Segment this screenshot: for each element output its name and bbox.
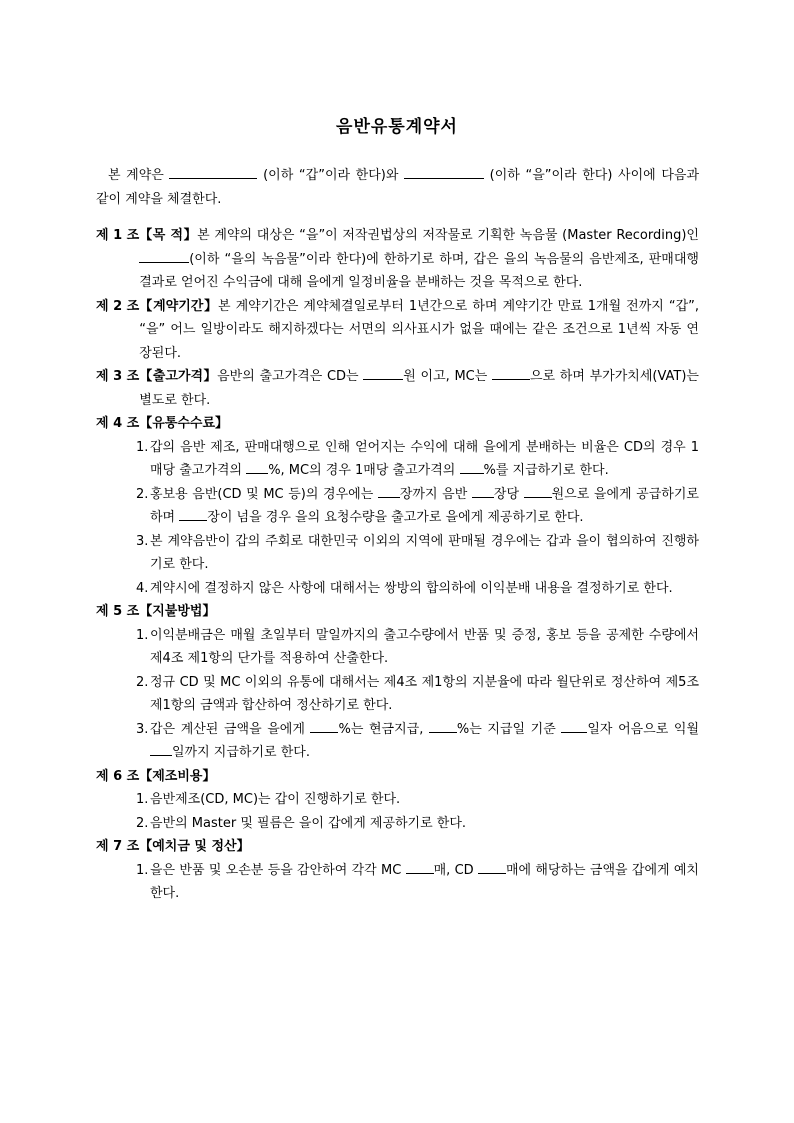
article-1 [96, 224, 699, 295]
item-number: 2. [136, 486, 149, 502]
item-text-part: 원으로 을에게 공급하기로 하며 [150, 486, 699, 525]
intro-text-3: (이하 “을”이라 한다) 사이에 다음과 같이 계약을 체결한다. [96, 168, 700, 207]
list-item [96, 812, 699, 836]
cash-percent-blank[interactable] [310, 719, 338, 733]
item-text-part: %는 지급일 기준 [456, 721, 556, 737]
intro-paragraph [96, 164, 699, 211]
article-5 [96, 600, 699, 624]
item-text-part: 을은 반품 및 오손분 등을 감안하여 각각 MC [150, 862, 402, 878]
cd-deposit-blank[interactable] [478, 860, 506, 874]
article-3-title: 【출고가격】 [139, 369, 218, 384]
list-item [96, 530, 699, 577]
article-4-items [96, 436, 699, 601]
article-6-title: 【제조비용】 [139, 768, 216, 784]
promo-count-blank[interactable] [378, 484, 400, 498]
item-text-part: 갑은 계산된 금액을 을에게 [150, 721, 305, 737]
article-2 [96, 295, 699, 366]
article-4-title: 【유통수수료】 [139, 416, 229, 431]
item-text: 정규 CD 및 MC 이외의 유통에 대해서는 제4조 제1항의 지분율에 따라 월단위로 정산하여 제5조 제1항의 금액과 합산하여 정산하기로 한다. [150, 674, 699, 713]
item-number: 3. [136, 533, 149, 549]
item-text: 음반의 Master 및 필름은 을이 갑에게 제공하기로 한다. [150, 815, 467, 831]
item-text [150, 859, 699, 906]
article-3 [96, 365, 699, 412]
article-1-text-2: (이하 “을의 녹음물”이라 한다)에 한하기로 하며, 갑은 을의 녹음물의 음반제조, 판매대행 결과로 얻어진 수익금에 대해 을에게 일정비율을 분배하는 것을 목적으로 한다. [139, 251, 699, 290]
party-a-blank[interactable] [169, 165, 257, 179]
cd-price-blank[interactable] [363, 366, 403, 380]
article-6-items [96, 788, 699, 835]
article-3-body [139, 365, 699, 412]
article-5-items [96, 624, 699, 765]
item-text [150, 718, 699, 765]
list-item [96, 859, 699, 906]
article-7 [96, 835, 699, 859]
item-number: 3. [136, 721, 149, 737]
item-number: 2. [136, 815, 149, 831]
article-6-number: 제 6 조 [96, 768, 140, 784]
item-text-part: %는 현금지급, [338, 721, 424, 737]
item-text: 계약시에 결정하지 않은 사항에 대해서는 쌍방의 합의하에 이익분배 내용을 결정하기로 한다. [150, 580, 673, 596]
article-4-body [139, 412, 699, 436]
item-text: 음반제조(CD, MC)는 갑이 진행하기로 한다. [150, 792, 401, 807]
list-item [96, 624, 699, 671]
note-percent-blank[interactable] [429, 719, 457, 733]
article-6-body [139, 765, 699, 789]
article-5-number: 제 5 조 [96, 604, 140, 619]
article-7-title: 【예치금 및 정산】 [139, 839, 250, 854]
list-item [96, 671, 699, 718]
list-item [96, 483, 699, 530]
article-3-number: 제 3 조 [96, 369, 140, 384]
recording-title-blank[interactable] [139, 249, 189, 263]
item-text-part: 매, CD [433, 862, 474, 878]
item-text-part: %, MC의 경우 1매당 출고가격의 [268, 463, 456, 478]
item-text-part: 장까지 음반 [399, 486, 468, 502]
mc-deposit-blank[interactable] [406, 860, 434, 874]
document-body [96, 164, 699, 906]
item-number: 4. [136, 580, 149, 596]
article-1-text-1: 본 계약의 대상은 “을”이 저작권법상의 저작물로 기획한 녹음물 (Master Recording)인 [197, 228, 699, 243]
list-item [96, 577, 699, 601]
item-text-part: 매에 해당하는 금액을 갑에게 예치한다. [150, 862, 699, 901]
item-number: 2. [136, 674, 149, 690]
article-2-title: 【계약기간】 [139, 298, 219, 314]
article-4 [96, 412, 699, 436]
article-4-number: 제 4 조 [96, 416, 140, 431]
mc-price-blank[interactable] [492, 366, 530, 380]
promo-price-blank[interactable] [524, 484, 552, 498]
cd-share-percent-blank[interactable] [246, 460, 268, 474]
item-text-part: 장이 넘을 경우 을의 요청수량을 출고가로 을에게 제공하기로 한다. [207, 510, 584, 525]
article-6 [96, 765, 699, 789]
article-7-number: 제 7 조 [96, 839, 140, 854]
item-text: 이익분배금은 매월 초일부터 말일까지의 출고수량에서 반품 및 증정, 홍보 등을 공제한 수량에서 제4조 제1항의 단가를 적용하여 산출한다. [150, 627, 699, 666]
item-number: 1. [136, 627, 149, 643]
item-text: 본 계약음반이 갑의 주회로 대한민국 이외의 지역에 판매될 경우에는 갑과 을이 협의하여 진행하기로 한다. [150, 533, 699, 572]
mc-share-percent-blank[interactable] [460, 460, 484, 474]
article-7-items [96, 859, 699, 906]
item-number: 1. [136, 792, 149, 807]
article-7-body [139, 835, 699, 859]
item-text-part: 홍보용 음반(CD 및 MC 등)의 경우에는 [150, 486, 374, 502]
list-item [96, 718, 699, 765]
list-item [96, 436, 699, 483]
item-number: 1. [136, 862, 149, 878]
promo-unit-blank[interactable] [472, 484, 494, 498]
item-text-part: 일까지 지급하기로 한다. [172, 745, 310, 760]
promo-limit-blank[interactable] [179, 507, 207, 521]
item-text [150, 436, 699, 483]
item-text-part: 장당 [493, 486, 520, 502]
article-2-number: 제 2 조 [96, 298, 140, 314]
item-text [150, 483, 699, 530]
article-3-text-1: 음반의 출고가격은 CD는 [217, 369, 359, 384]
intro-text-2: (이하 “갑”이라 한다)와 [263, 168, 399, 183]
article-3-text-3: 으로 하며 부가가치세(VAT)는 별도로 한다. [139, 369, 699, 408]
article-1-title: 【목 적】 [139, 228, 198, 243]
note-days-blank[interactable] [561, 719, 587, 733]
item-text-part: %를 지급하기로 한다. [483, 463, 609, 478]
article-5-title: 【지불방법】 [139, 604, 216, 619]
article-5-body [139, 600, 699, 624]
intro-text-1: 본 계약은 [108, 168, 164, 183]
payment-day-blank[interactable] [150, 742, 172, 756]
article-1-number: 제 1 조 [96, 228, 140, 243]
article-1-body [139, 224, 699, 295]
party-b-blank[interactable] [404, 165, 484, 179]
item-number: 1. [136, 439, 149, 455]
list-item [96, 788, 699, 812]
article-2-text-1: 본 계약기간은 계약체결일로부터 1년간으로 하며 계약기간 만료 1개월 전까지 “갑”, “을” 어느 일방이라도 해지하겠다는 서면의 의사표시가 없을 때에는 같은 조건으로 1년씩 자동 연장된다. [139, 298, 699, 361]
article-3-text-2: 원 이고, MC는 [403, 369, 488, 384]
item-text-part: 일자 어음으로 익월 [587, 721, 699, 737]
document-title: 음반유통계약서 [336, 117, 458, 137]
article-2-body [139, 295, 699, 366]
item-text-part: 갑의 음반 제조, 판매대행으로 인해 얻어지는 수익에 대해 을에게 분배하는 비율은 CD의 경우 1매당 출고가격의 [150, 439, 699, 478]
